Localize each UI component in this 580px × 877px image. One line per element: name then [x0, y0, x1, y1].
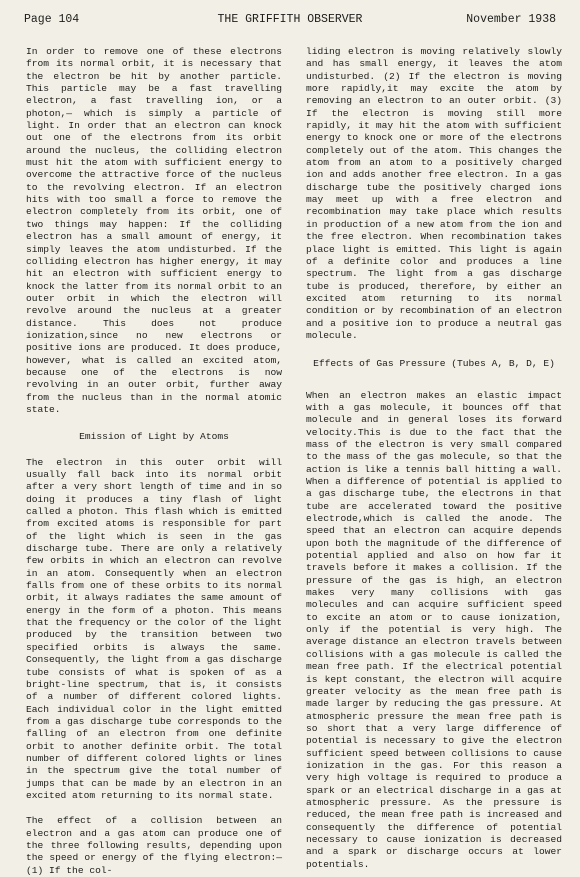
paragraph-collision-effects: The effect of a collision between an electron and a gas atom can produce one of the three following results, depending upon the speed or energy of the flying electron:—(1) If the col-: [26, 815, 282, 876]
paragraph-gas-pressure: When an electron makes an elastic impact with a gas molecule, it bounces off that molecule and in general loses its forward velocity.This is due to the fact that the mass of the electron is very small compared to the mass of the gas molecule, so that the action is like a tennis ball hitting a wall. When a difference of potential is applied to a gas discharge tube, the electrons in that tube are accelerated toward the positive electrode,which is called the anode. The speed that an electron can acquire depends upon both the magnitude of the difference of potential applied and also on how far it travels before it makes a collision. If the pressure of the gas is high, an electron makes very many collisions with gas molecules and can acquire sufficient speed to excite an atom or to cause ionization, only if the potential is very high. The average distance an electron travels between collisions with a gas molecule is called the mean free path. If the electrical potential is kept constant, the electron will acquire greater velocity as the mean free path is made larger by reducing the gas pressure. At atmospheric pressure the mean free path is so short that a very large difference of potential is necessary to give the electron sufficient speed between collisions to cause ionization in the gas. For this reason a very high voltage is required to produce a spark or an electrical discharge in a gas at atmospheric pressure. As the pressure is reduced, the mean free path is increased and consequently the difference of potential necessary to cause ionization is decreased and a spark or discharge occurs at lower potentials.: [306, 389, 562, 870]
page-header: [24, 12, 556, 28]
right-column: [306, 46, 562, 871]
issue-date: November 1938: [466, 13, 556, 26]
paragraph-orbit-removal: In order to remove one of these electrons from its normal orbit, it is necessary that the electron be hit by another particle. This particle may be a fast travelling electron, a fast travelling ion, or a photon,— which is simply a particle of light. In order that an electron can knock out one of the electrons from its orbit around the nucleus, the colliding electron must hit the atom with sufficient energy to overcome the attractive force of the nucleus to the revolving electron. If an electron hits with too small a force to remove the electron completely from its orbit, one of two things may happen: If the colliding electron has a small amount of energy, it simply leaves the atom undisturbed. If the colliding electron has higher energy, it may hit an electron with sufficient energy to knock the latter from its normal orbit to an outer orbit in which the electron will revolve around the nucleus at a greater distance. This does not produce ionization,since no new electrons or positive ions are produced. It does produce, however, what is called an excited atom, because one of the electrons is now revolving in an outer orbit, further away from the nucleus than in the normal atomic state.: [26, 46, 282, 415]
paragraph-recombination: liding electron is moving relatively slowly and has small energy, it leaves the atom undisturbed. (2) If the electron is moving more rapidly,it may excite the atom by removing an electron to an outer orbit. (3) If the electron is moving still more rapidly, it may hit the atom with sufficient energy to knock one or more of the electrons completely out of the atom. This changes the atom from an atom to a positively charged ion and adds another free electron. In a gas discharge tube the positively charged ions may meet up with a free electron and recombination may take place which results in production of a new atom from the ion and the free electron. When recombination takes place light is emitted. This light is again of a definite color and produces a line spectrum. The light from a gas discharge tube is produced, therefore, by either an excited atom returning to its normal condition or by recombination of an electron and a positive ion to produce a neutral gas molecule.: [306, 46, 562, 341]
left-column: [26, 46, 282, 877]
section-heading-emission-of-light: Emission of Light by Atoms: [79, 431, 229, 443]
paragraph-emission: The electron in this outer orbit will usually fall back into its normal orbit after a very short length of time and in so doing it produces a tiny flash of light called a photon. This flash which is emitted from excited atoms is responsible for part of the light which is seen in the gas discharge tube. There are only a relatively few orbits in which an electron can revolve in an atom. Consequently when an electron falls from one of these orbits to its normal orbit, it always radiates the same amount of energy in the form of a photon. This means that the frequency or the color of the light produced by the transition between two specified orbits is always the same. Consequently, the light from a gas discharge tube consists of what is spoken of as a bright-line spectrum, that is, it consists of a number of different colored lights. Each individual color in the light emitted from a gas discharge tube corresponds to the falling of an electron from one definite orbit to another definite orbit. The total number of different colored lights or lines in the spectrum give the total number of jumps that can be made by an electron in an excited atom returning to its normal state.: [26, 456, 282, 801]
section-heading-gas-pressure: Effects of Gas Pressure (Tubes A, B, D, E): [313, 358, 555, 370]
publication-title: THE GRIFFITH OBSERVER: [217, 13, 363, 26]
page-number: Page 104: [24, 13, 80, 26]
